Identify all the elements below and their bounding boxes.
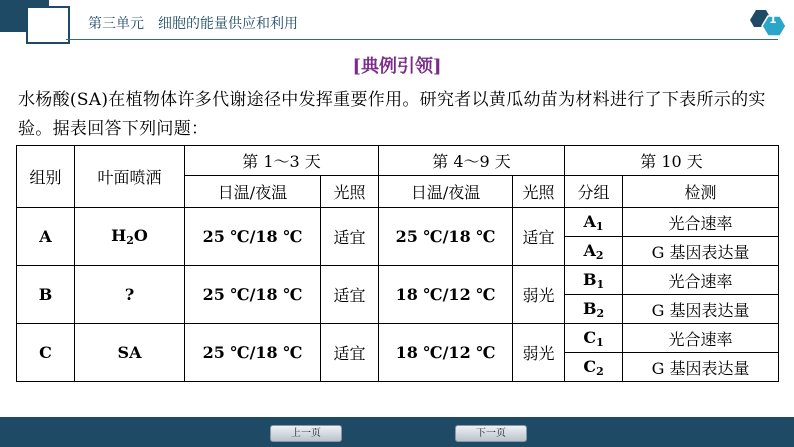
temp1-cell: 25 ℃/18 ℃ <box>185 266 321 324</box>
subgroup-index: 2 <box>595 248 604 262</box>
header-row <box>17 146 779 176</box>
spray-cell <box>75 266 185 324</box>
spray-cell <box>75 208 185 266</box>
spray-cell <box>75 324 185 382</box>
spray-text: H <box>111 226 127 245</box>
spray-subscript: 2 <box>126 234 134 247</box>
col-header-spray: 叶面喷洒 <box>75 146 185 208</box>
subgroup-index: 2 <box>596 364 604 378</box>
subgroup-index: 1 <box>595 219 604 233</box>
col-header-temp2: 日温/夜温 <box>379 176 513 208</box>
intro-paragraph: 水杨酸(SA)在植物体许多代谢途径中发挥重要作用。研究者以黄瓜幼苗为材料进行了下表所示的实验。据表回答下列问题： <box>18 90 766 139</box>
group-cell: A <box>17 208 75 266</box>
col-header-period2: 第 4～9 天 <box>379 146 565 176</box>
detect-cell: G 基因表达量 <box>623 237 779 266</box>
subgroup-letter: C <box>583 356 597 376</box>
col-header-light1: 光照 <box>321 176 379 208</box>
spray-text: ? <box>124 285 135 304</box>
detect-cell: 光合速率 <box>623 208 779 237</box>
page-number: 1 <box>769 13 777 26</box>
experiment-table <box>16 145 779 382</box>
temp2-cell: 25 ℃/18 ℃ <box>379 208 513 266</box>
table-row <box>17 266 779 295</box>
detect-cell: 光合速率 <box>623 324 779 353</box>
subgroup-index: 1 <box>596 277 605 291</box>
section-title: [典例引领] <box>352 56 442 77</box>
subgroup-letter: C <box>583 327 597 347</box>
subgroup-cell <box>565 237 623 266</box>
subgroup-cell <box>565 208 623 237</box>
light1-cell: 适宜 <box>321 324 379 382</box>
header-divider <box>66 39 778 40</box>
col-header-group: 组别 <box>17 146 75 208</box>
temp2-cell: 18 ℃/12 ℃ <box>379 324 513 382</box>
unit-title: 第三单元 细胞的能量供应和利用 <box>88 16 298 32</box>
prev-page-button[interactable]: 上一页 <box>270 425 342 442</box>
col-header-period3: 第 10 天 <box>565 146 779 176</box>
subgroup-cell <box>565 295 623 324</box>
temp1-cell: 25 ℃/18 ℃ <box>185 208 321 266</box>
table-row <box>17 324 779 353</box>
detect-cell: G 基因表达量 <box>623 353 779 382</box>
col-header-temp1: 日温/夜温 <box>185 176 321 208</box>
light2-cell: 弱光 <box>513 266 565 324</box>
light1-cell: 适宜 <box>321 208 379 266</box>
detect-cell: 光合速率 <box>623 266 779 295</box>
temp2-cell: 18 ℃/12 ℃ <box>379 266 513 324</box>
col-header-detect: 检测 <box>623 176 779 208</box>
table-row <box>17 208 779 237</box>
subgroup-letter: B <box>582 269 597 289</box>
subgroup-letter: A <box>583 211 596 231</box>
light2-cell: 适宜 <box>513 208 565 266</box>
col-header-period1: 第 1～3 天 <box>185 146 379 176</box>
col-header-light2: 光照 <box>513 176 565 208</box>
bottom-nav-bar <box>0 417 794 447</box>
subgroup-cell <box>565 324 623 353</box>
detect-cell: G 基因表达量 <box>623 295 779 324</box>
next-page-button[interactable]: 下一页 <box>455 425 527 442</box>
col-header-subgroup: 分组 <box>565 176 623 208</box>
subgroup-index: 1 <box>596 335 604 349</box>
header-corner-frame <box>26 6 70 44</box>
group-cell: B <box>17 266 75 324</box>
group-cell: C <box>17 324 75 382</box>
subgroup-letter: A <box>583 240 596 260</box>
spray-text-tail: O <box>133 226 148 245</box>
spray-text: SA <box>117 343 142 362</box>
light2-cell: 弱光 <box>513 324 565 382</box>
subgroup-letter: B <box>582 298 597 318</box>
subgroup-cell <box>565 266 623 295</box>
subgroup-cell <box>565 353 623 382</box>
subgroup-index: 2 <box>596 306 605 320</box>
light1-cell: 适宜 <box>321 266 379 324</box>
temp1-cell: 25 ℃/18 ℃ <box>185 324 321 382</box>
